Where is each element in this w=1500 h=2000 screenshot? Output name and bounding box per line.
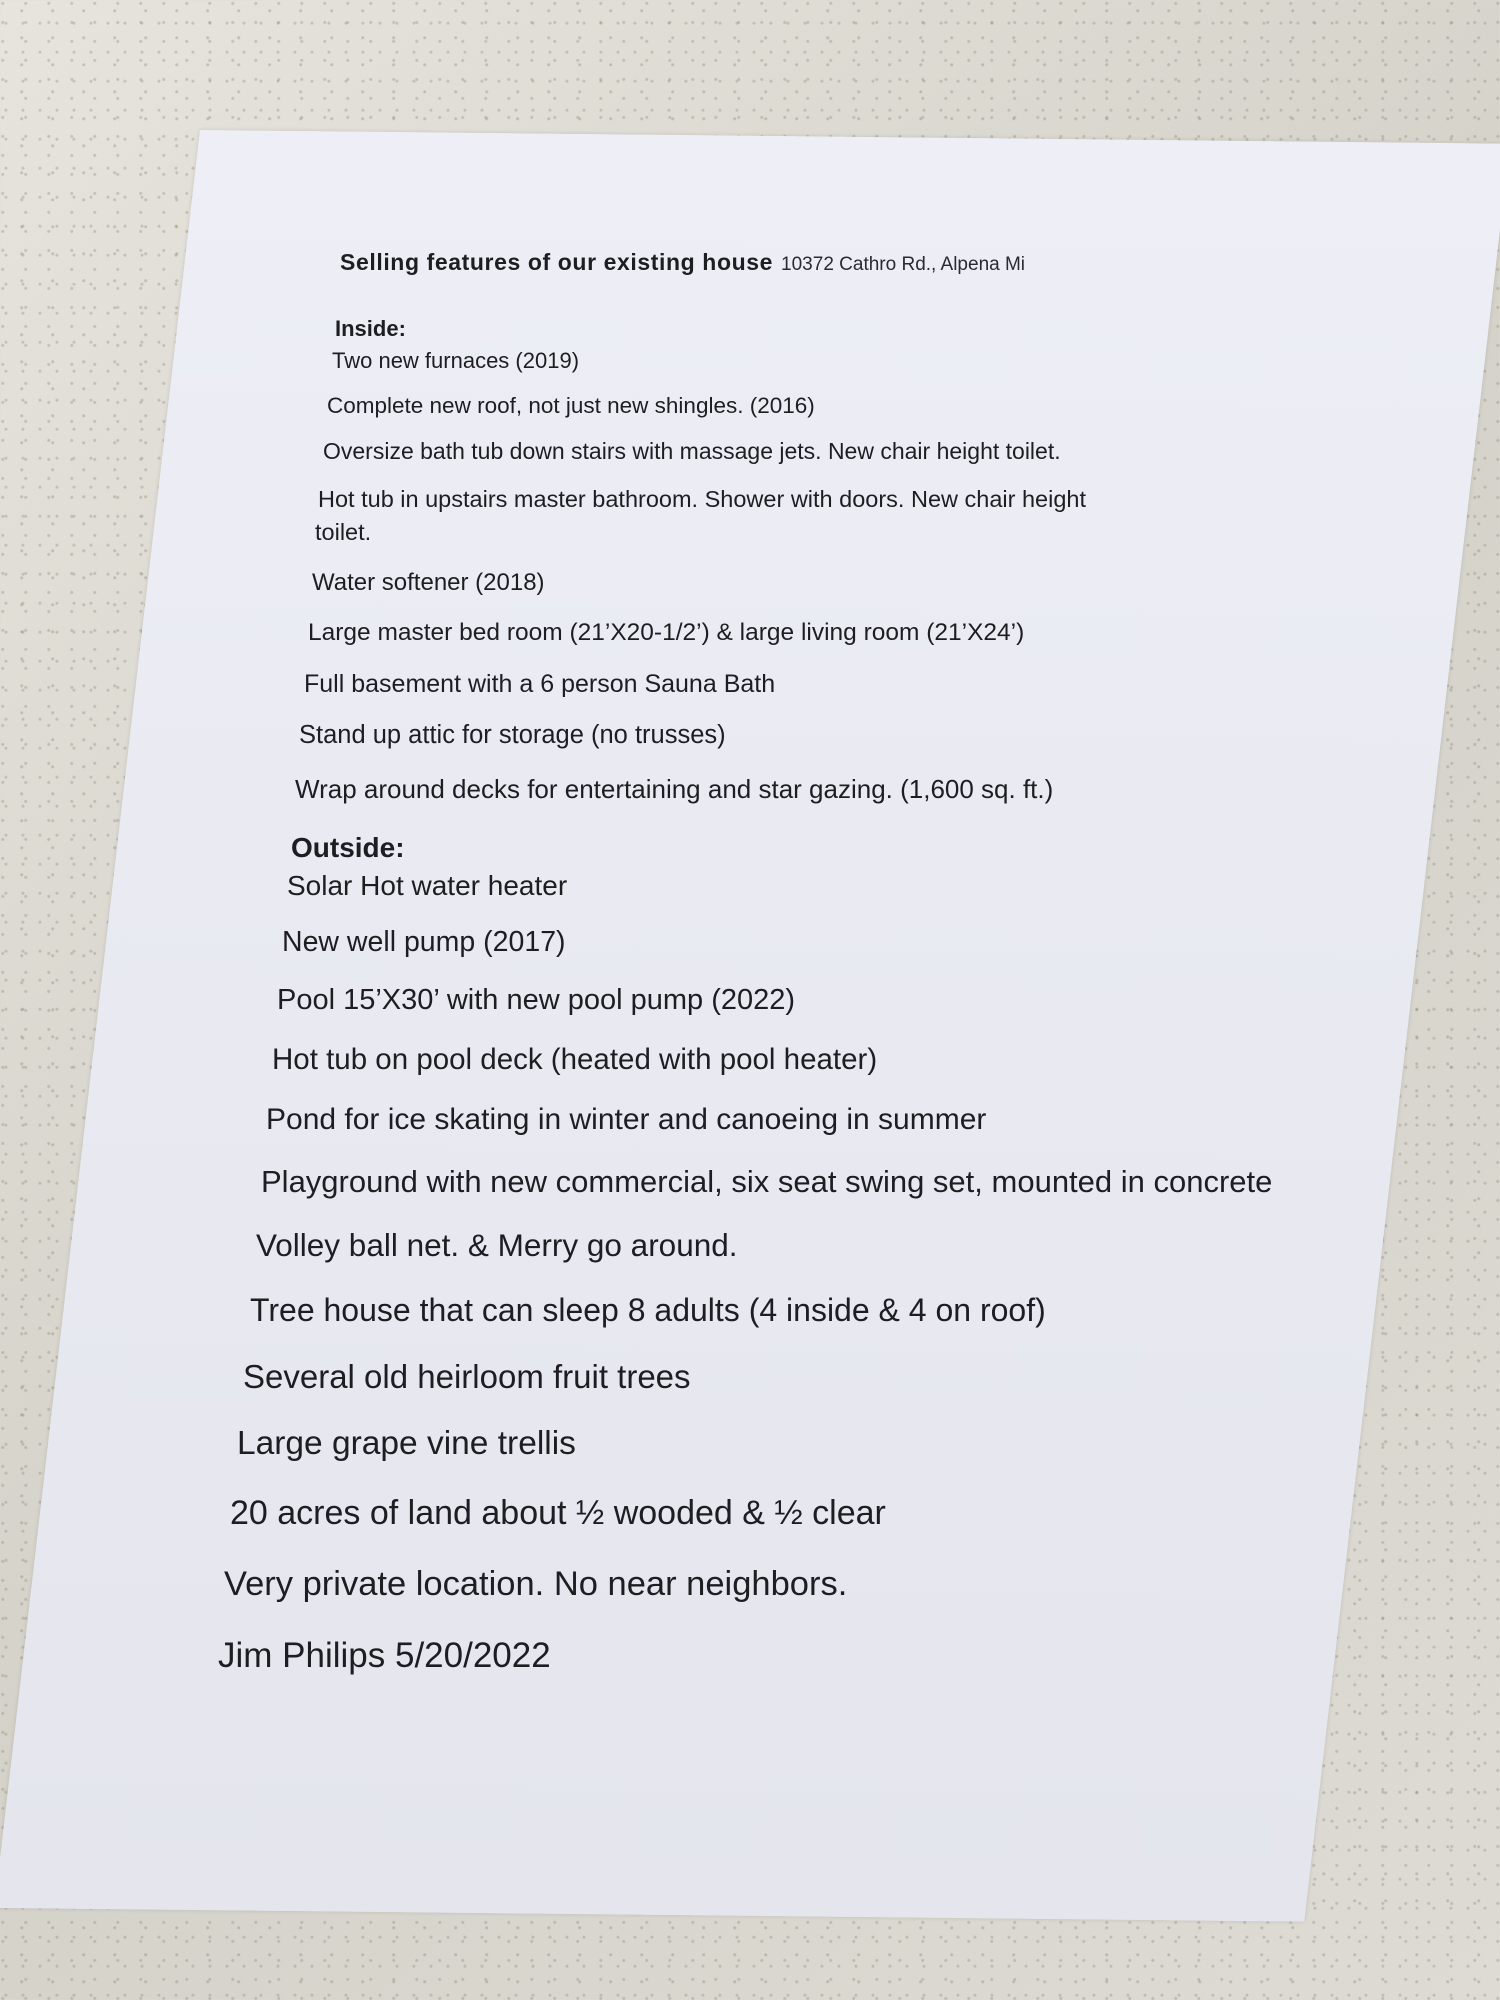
outside-item: Very private location. No near neighbors. — [224, 1565, 848, 1603]
outside-item: Volley ball net. & Merry go around. — [256, 1227, 738, 1263]
inside-item: Water softener (2018) — [312, 569, 545, 596]
title-text: Selling features of our existing house — [340, 249, 774, 275]
inside-item: Full basement with a 6 person Sauna Bath — [304, 670, 776, 698]
outside-heading: Outside: — [291, 832, 405, 863]
outside-item: Tree house that can sleep 8 adults (4 inside & 4 on roof) — [250, 1292, 1046, 1328]
outside-item: Hot tub on pool deck (heated with pool heater) — [272, 1043, 878, 1076]
inside-item: Wrap around decks for entertaining and star gazing. (1,600 sq. ft.) — [295, 774, 1054, 804]
outside-item: Several old heirloom fruit trees — [243, 1358, 691, 1395]
title-address: 10372 Cathro Rd., Alpena Mi — [781, 254, 1026, 275]
inside-item: Large master bed room (21’X20-1/2’) & large living room (21’X24’) — [308, 619, 1025, 646]
inside-item: toilet. — [315, 519, 372, 545]
outside-item: Pool 15’X30’ with new pool pump (2022) — [277, 984, 796, 1016]
document-title — [340, 249, 1025, 276]
inside-heading: Inside: — [335, 316, 406, 341]
inside-item: Hot tub in upstairs master bathroom. Shower with doors. New chair height — [318, 486, 1087, 512]
inside-item: Stand up attic for storage (no trusses) — [299, 721, 726, 749]
inside-item: Oversize bath tub down stairs with massage jets. New chair height toilet. — [323, 438, 1061, 464]
outside-item: Large grape vine trellis — [237, 1425, 576, 1462]
outside-item: 20 acres of land about ½ wooded & ½ clear — [230, 1494, 886, 1532]
outside-item: Pond for ice skating in winter and canoeing in summer — [266, 1103, 987, 1136]
outside-item: New well pump (2017) — [282, 926, 566, 958]
signature-line: Jim Philips 5/20/2022 — [218, 1636, 551, 1675]
inside-item: Complete new roof, not just new shingles. (2016) — [327, 393, 815, 418]
outside-item: Playground with new commercial, six seat swing set, mounted in concrete — [261, 1164, 1273, 1199]
inside-item: Two new furnaces (2019) — [332, 348, 580, 373]
outside-item: Solar Hot water heater — [287, 870, 568, 901]
